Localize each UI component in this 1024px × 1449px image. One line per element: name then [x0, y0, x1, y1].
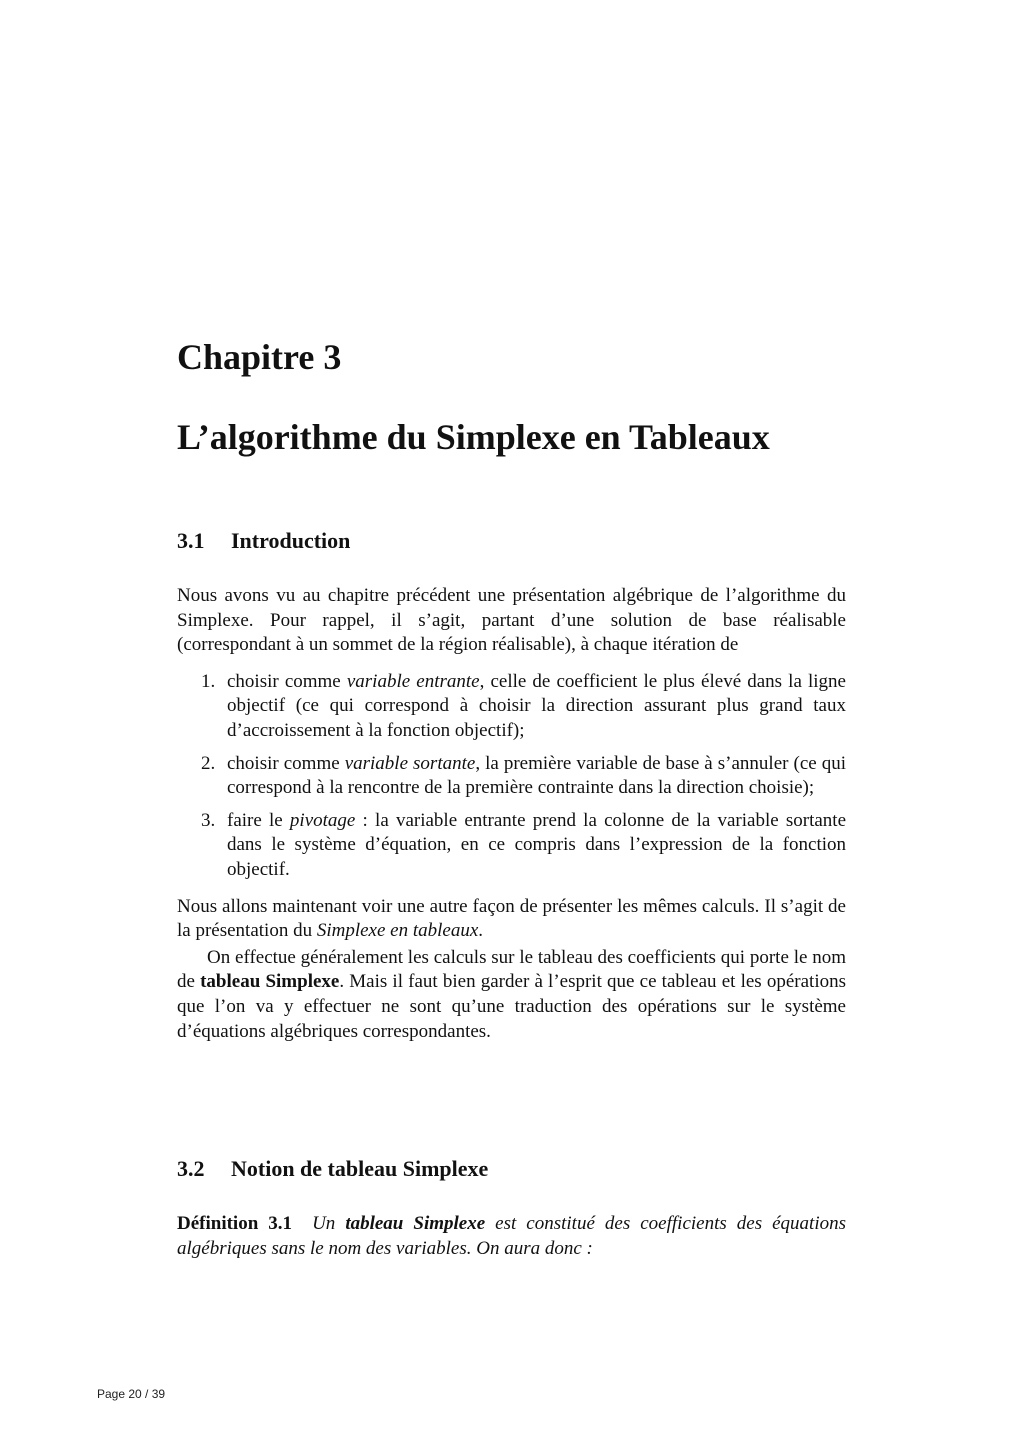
- chapter-title: L’algorithme du Simplexe en Tableaux: [177, 417, 770, 457]
- section-title: Notion de tableau Simplexe: [231, 1156, 489, 1181]
- section-number: 3.1: [177, 528, 205, 553]
- item-text: : la variable entrante prend la colonne de la variable sortante dans le système d’équation, en ce compris dans l’expression de la fonction objectif.: [227, 809, 847, 880]
- text: On effectue généralement les calculs sur le tableau des coefficients qui porte le nom de: [177, 946, 846, 993]
- section-heading-notion: [177, 1156, 846, 1182]
- item-number: 3.: [201, 809, 216, 831]
- chapter-label: Chapitre 3: [177, 337, 342, 377]
- paragraph-simplexe-tableaux: [177, 895, 846, 944]
- item-text: faire le: [227, 809, 290, 831]
- item-text: , celle de coefficient le plus élevé dans la ligne objectif (ce qui correspond à choisir la direction assurant plus grand taux d’accroissement à la fonction objectif);: [227, 670, 846, 741]
- list-item: [177, 809, 846, 883]
- strong: tableau Simplexe: [200, 971, 340, 993]
- item-text: choisir comme: [227, 670, 347, 692]
- item-text: choisir comme: [227, 752, 345, 774]
- list-item: [177, 752, 846, 801]
- definition: [177, 1212, 846, 1261]
- item-text: , la première variable de base à s’annuler (ce qui correspond à la rencontre de la première contrainte dans la direction choisie);: [227, 752, 846, 799]
- emphasis: Simplexe en tableaux: [316, 920, 479, 942]
- steps-list: [177, 670, 846, 883]
- paragraph-tableau-simplexe: [177, 946, 846, 1044]
- text: . Mais il faut bien garder à l’esprit que ce tableau et les opérations que l’on va y effectuer ne sont qu’une traduction des opérations sur le système d’équations algébriques correspondantes.: [177, 971, 847, 1042]
- item-emphasis: pivotage: [289, 809, 356, 831]
- item-emphasis: variable entrante: [346, 670, 480, 692]
- page-number: Page 20 / 39: [97, 1387, 166, 1401]
- item-number: 2.: [201, 752, 216, 774]
- text: est constitué des coefficients des équations algébriques sans le nom des variables. On aura donc :: [177, 1213, 846, 1259]
- definition-label: Définition 3.1: [177, 1213, 293, 1234]
- item-emphasis: variable sortante: [344, 752, 476, 774]
- list-item: [177, 670, 846, 744]
- item-number: 1.: [201, 670, 216, 692]
- section-heading-introduction: [177, 528, 846, 554]
- section-title: Introduction: [231, 528, 351, 553]
- text: Un: [312, 1213, 346, 1234]
- intro-block: [177, 584, 846, 1044]
- strong: tableau Simplexe: [345, 1213, 486, 1234]
- text: .: [478, 920, 484, 942]
- intro-paragraph: Nous avons vu au chapitre précédent une présentation algébrique de l’algorithme du Simplexe. Pour rappel, il s’agit, partant d’une solution de base réalisable (correspondant à un sommet de la région réalisable), à chaque itération de: [177, 585, 846, 656]
- text: Nous allons maintenant voir une autre façon de présenter les mêmes calculs. Il s’agit de la présentation du: [177, 895, 846, 942]
- definition-block: [177, 1212, 846, 1261]
- section-number: 3.2: [177, 1156, 205, 1181]
